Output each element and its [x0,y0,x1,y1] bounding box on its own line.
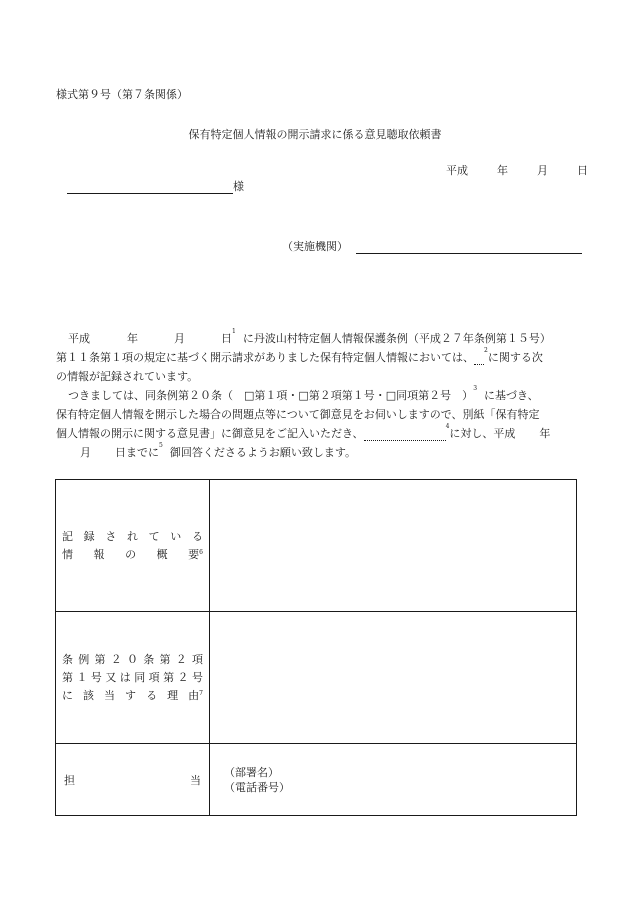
table-row [56,744,577,816]
label-line: 担 当 [64,773,201,787]
label-line: 記 録 さ れ て い る [62,529,203,543]
note-ref-2: 2 [484,347,488,354]
recorded-info-label [56,480,210,612]
note-ref-3: 3 [473,385,478,392]
addressee-name-line [67,180,233,194]
body-line-3: の情報が記録されています。 [56,370,199,383]
blank-4 [364,429,446,441]
label-line: 情 報 の 概 要$^6$ [62,547,203,561]
date-year: 年 [497,164,508,177]
reason-field[interactable] [210,612,577,744]
label-line: 第 １ 号 又 は 同 項 第 ２ 号 [62,670,203,684]
organization-label: （実施機関） [282,240,348,253]
implementing-organization [282,238,582,254]
note-ref-5: 5 [159,442,163,449]
note-ref-4: 4 [445,423,450,430]
note-ref-7: 7 [199,689,203,697]
table-row [56,612,577,744]
date-month: 月 [537,164,548,177]
blank-2 [474,353,484,365]
document-title: 保有特定個人情報の開示請求に係る意見聴取依頼書 [188,128,442,141]
body-line-6: 個人情報の開示に関する意見書」に御意見をご記入いただき、$^4$に対し、平成 年 [56,423,551,440]
recorded-info-field[interactable] [210,480,577,612]
note-ref-1: 1 [232,328,236,335]
body-line-1: 平成 年 月 日$^1$ に丹波山村特定個人情報保護条例（平成２７年条例第１５号） [68,328,551,345]
organization-name-line [356,240,582,254]
reason-label [56,612,210,744]
body-line-5: 保有特定個人情報を開示した場合の問題点等について御意見をお伺いしますので、別紙「保有特定 [56,408,540,421]
note-ref-6: 6 [199,548,203,556]
date-line [446,162,588,178]
date-era: 平成 [446,164,468,177]
opinion-table [55,479,577,816]
label-line: 条 例 第 ２ ０ 条 第 ２ 項 [62,652,203,666]
form-number: 様式第９号（第７条関係） [56,88,188,101]
phone-label: （電話番号） [224,780,290,794]
contact-person-field[interactable] [210,744,577,816]
contact-person-label [56,744,210,816]
addressee-suffix: 様 [233,180,244,193]
department-label: （部署名） [224,765,279,779]
body-line-7: 月 日までに$^5$ 御回答くださるようお願い致します。 [80,442,356,459]
label-line: に 該 当 す る 理 由$^7$ [62,688,203,702]
date-day: 日 [577,164,588,177]
body-line-4: つきましては、同条例第２０条（ □第１項・□第２項第１号・□同項第２号 ）$^3$ に基づき、 [68,385,539,402]
body-line-2: 第１１条第１項の規定に基づく開示請求がありました保有特定個人情報においては、$^2$に関する次 [56,347,543,364]
table-row [56,480,577,612]
addressee [67,178,244,194]
